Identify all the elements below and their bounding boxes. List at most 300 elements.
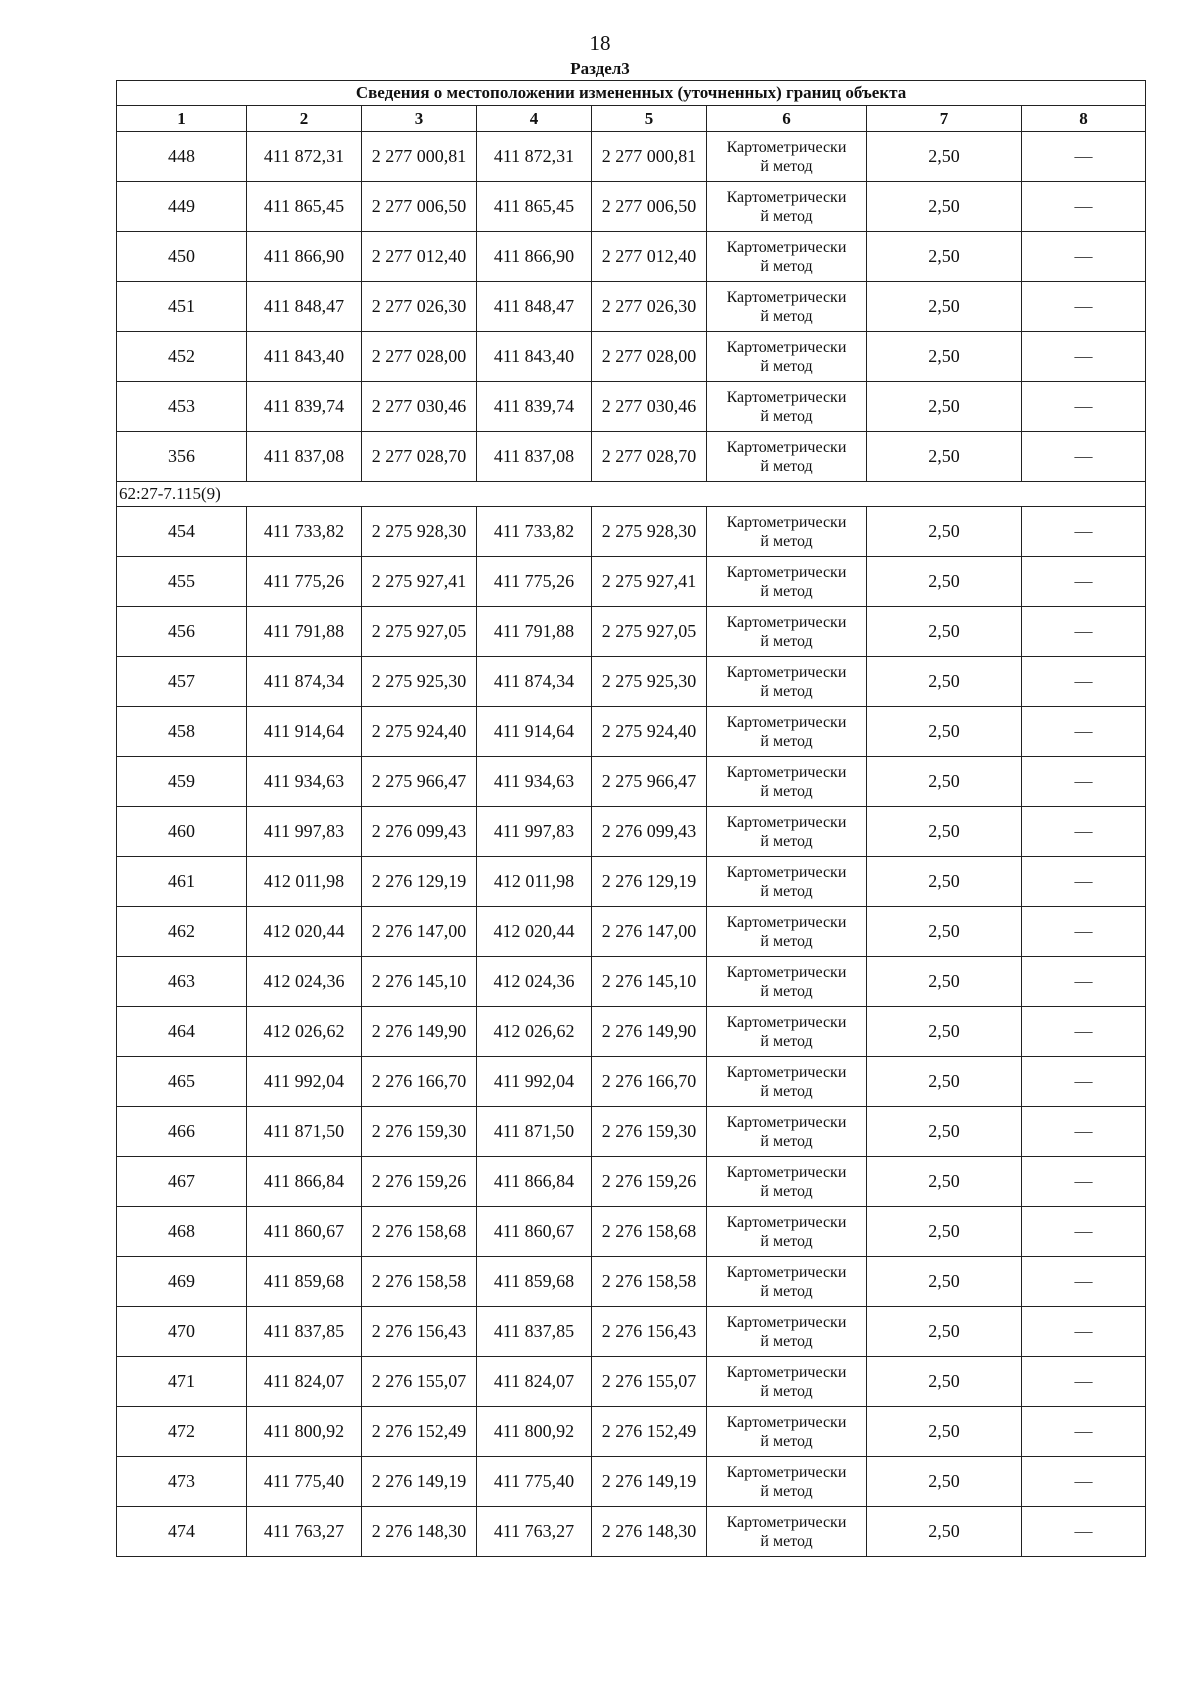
table-row: [117, 907, 1146, 957]
x-coordinate-cell: 411 866,90: [477, 232, 592, 282]
accuracy-cell: 2,50: [867, 282, 1022, 332]
description-cell: —: [1022, 1207, 1146, 1257]
point-number-cell: 451: [117, 282, 247, 332]
accuracy-cell: 2,50: [867, 432, 1022, 482]
x-coordinate-cell: 412 011,98: [477, 857, 592, 907]
x-coordinate-cell: 411 775,26: [477, 557, 592, 607]
table-row: [117, 1357, 1146, 1407]
accuracy-cell: 2,50: [867, 1407, 1022, 1457]
column-number: 8: [1022, 106, 1146, 132]
method-line-2: й метод: [760, 1182, 813, 1200]
description-cell: —: [1022, 1257, 1146, 1307]
table-row: [117, 1207, 1146, 1257]
method-line-1: Картометрически: [726, 1313, 847, 1331]
method-line-1: Картометрически: [726, 1163, 847, 1181]
point-number-cell: 463: [117, 957, 247, 1007]
x-coordinate-cell: 411 775,26: [247, 557, 362, 607]
y-coordinate-cell: 2 275 925,30: [592, 657, 707, 707]
method-line-2: й метод: [760, 932, 813, 950]
method-line-1: Картометрически: [726, 138, 847, 156]
method-cell: [707, 382, 867, 432]
point-number-cell: 454: [117, 507, 247, 557]
description-cell: —: [1022, 1507, 1146, 1557]
y-coordinate-cell: 2 276 159,30: [592, 1107, 707, 1157]
method-line-1: Картометрически: [726, 1213, 847, 1231]
method-line-1: Картометрически: [726, 1463, 847, 1481]
table-row: [117, 707, 1146, 757]
description-cell: —: [1022, 707, 1146, 757]
y-coordinate-cell: 2 276 147,00: [362, 907, 477, 957]
method-line-1: Картометрически: [726, 563, 847, 581]
y-coordinate-cell: 2 277 028,00: [362, 332, 477, 382]
method-cell: [707, 707, 867, 757]
y-coordinate-cell: 2 277 030,46: [592, 382, 707, 432]
point-number-cell: 465: [117, 1057, 247, 1107]
method-cell: [707, 1507, 867, 1557]
method-cell: [707, 807, 867, 857]
method-line-1: Картометрически: [726, 438, 847, 456]
y-coordinate-cell: 2 275 927,41: [362, 557, 477, 607]
method-cell: [707, 907, 867, 957]
x-coordinate-cell: 411 791,88: [247, 607, 362, 657]
y-coordinate-cell: 2 276 145,10: [592, 957, 707, 1007]
x-coordinate-cell: 411 865,45: [477, 182, 592, 232]
method-line-1: Картометрически: [726, 388, 847, 406]
method-line-2: й метод: [760, 1132, 813, 1150]
x-coordinate-cell: 411 843,40: [247, 332, 362, 382]
x-coordinate-cell: 411 800,92: [247, 1407, 362, 1457]
method-line-1: Картометрически: [726, 1513, 847, 1531]
accuracy-cell: 2,50: [867, 707, 1022, 757]
method-line-2: й метод: [760, 1432, 813, 1450]
accuracy-cell: 2,50: [867, 1307, 1022, 1357]
accuracy-cell: 2,50: [867, 957, 1022, 1007]
accuracy-cell: 2,50: [867, 857, 1022, 907]
x-coordinate-cell: 412 026,62: [247, 1007, 362, 1057]
accuracy-cell: 2,50: [867, 182, 1022, 232]
x-coordinate-cell: 411 872,31: [247, 132, 362, 182]
y-coordinate-cell: 2 276 155,07: [592, 1357, 707, 1407]
x-coordinate-cell: 411 848,47: [247, 282, 362, 332]
x-coordinate-cell: 412 026,62: [477, 1007, 592, 1057]
y-coordinate-cell: 2 277 030,46: [362, 382, 477, 432]
point-number-cell: 456: [117, 607, 247, 657]
method-cell: [707, 607, 867, 657]
table-row: [117, 232, 1146, 282]
table-row: [117, 182, 1146, 232]
y-coordinate-cell: 2 275 924,40: [362, 707, 477, 757]
y-coordinate-cell: 2 276 147,00: [592, 907, 707, 957]
description-cell: —: [1022, 907, 1146, 957]
method-line-2: й метод: [760, 832, 813, 850]
method-line-1: Картометрически: [726, 963, 847, 981]
description-cell: —: [1022, 132, 1146, 182]
accuracy-cell: 2,50: [867, 657, 1022, 707]
table-row: [117, 1457, 1146, 1507]
point-number-cell: 460: [117, 807, 247, 857]
column-number-row: [117, 106, 1146, 132]
method-line-1: Картометрически: [726, 663, 847, 681]
x-coordinate-cell: 411 865,45: [247, 182, 362, 232]
point-number-cell: 473: [117, 1457, 247, 1507]
method-line-1: Картометрически: [726, 238, 847, 256]
accuracy-cell: 2,50: [867, 132, 1022, 182]
method-line-2: й метод: [760, 1282, 813, 1300]
y-coordinate-cell: 2 277 028,70: [592, 432, 707, 482]
description-cell: —: [1022, 807, 1146, 857]
x-coordinate-cell: 411 866,84: [477, 1157, 592, 1207]
y-coordinate-cell: 2 276 149,19: [592, 1457, 707, 1507]
method-line-2: й метод: [760, 1032, 813, 1050]
y-coordinate-cell: 2 276 129,19: [362, 857, 477, 907]
point-number-cell: 468: [117, 1207, 247, 1257]
description-cell: —: [1022, 182, 1146, 232]
y-coordinate-cell: 2 276 158,68: [592, 1207, 707, 1257]
description-cell: —: [1022, 1157, 1146, 1207]
accuracy-cell: 2,50: [867, 1057, 1022, 1107]
method-line-1: Картометрически: [726, 863, 847, 881]
description-cell: —: [1022, 232, 1146, 282]
x-coordinate-cell: 411 997,83: [247, 807, 362, 857]
x-coordinate-cell: 411 843,40: [477, 332, 592, 382]
y-coordinate-cell: 2 276 149,90: [362, 1007, 477, 1057]
point-number-cell: 453: [117, 382, 247, 432]
y-coordinate-cell: 2 276 159,26: [592, 1157, 707, 1207]
method-line-1: Картометрически: [726, 288, 847, 306]
x-coordinate-cell: 411 848,47: [477, 282, 592, 332]
table-row: [117, 1157, 1146, 1207]
description-cell: —: [1022, 1007, 1146, 1057]
accuracy-cell: 2,50: [867, 1457, 1022, 1507]
y-coordinate-cell: 2 276 159,30: [362, 1107, 477, 1157]
y-coordinate-cell: 2 276 152,49: [362, 1407, 477, 1457]
method-line-1: Картометрически: [726, 1413, 847, 1431]
table-caption: Сведения о местоположении измененных (уточненных) границ объекта: [117, 81, 1146, 106]
column-number: 5: [592, 106, 707, 132]
point-number-cell: 470: [117, 1307, 247, 1357]
point-number-cell: 449: [117, 182, 247, 232]
y-coordinate-cell: 2 276 156,43: [592, 1307, 707, 1357]
method-line-1: Картометрически: [726, 188, 847, 206]
y-coordinate-cell: 2 277 012,40: [362, 232, 477, 282]
y-coordinate-cell: 2 275 927,05: [362, 607, 477, 657]
x-coordinate-cell: 411 866,84: [247, 1157, 362, 1207]
method-line-2: й метод: [760, 632, 813, 650]
y-coordinate-cell: 2 277 028,70: [362, 432, 477, 482]
description-cell: —: [1022, 607, 1146, 657]
accuracy-cell: 2,50: [867, 1507, 1022, 1557]
table-row: [117, 607, 1146, 657]
method-cell: [707, 1057, 867, 1107]
table-row: [117, 857, 1146, 907]
method-line-1: Картометрически: [726, 813, 847, 831]
point-number-cell: 356: [117, 432, 247, 482]
x-coordinate-cell: 411 837,85: [247, 1307, 362, 1357]
method-cell: [707, 232, 867, 282]
x-coordinate-cell: 411 871,50: [477, 1107, 592, 1157]
y-coordinate-cell: 2 276 099,43: [592, 807, 707, 857]
method-cell: [707, 557, 867, 607]
accuracy-cell: 2,50: [867, 1357, 1022, 1407]
x-coordinate-cell: 412 024,36: [477, 957, 592, 1007]
point-number-cell: 467: [117, 1157, 247, 1207]
column-number: 4: [477, 106, 592, 132]
description-cell: —: [1022, 332, 1146, 382]
column-number: 1: [117, 106, 247, 132]
y-coordinate-cell: 2 277 000,81: [592, 132, 707, 182]
method-cell: [707, 657, 867, 707]
x-coordinate-cell: 412 024,36: [247, 957, 362, 1007]
description-cell: —: [1022, 1407, 1146, 1457]
description-cell: —: [1022, 557, 1146, 607]
x-coordinate-cell: 411 934,63: [247, 757, 362, 807]
accuracy-cell: 2,50: [867, 607, 1022, 657]
y-coordinate-cell: 2 277 006,50: [592, 182, 707, 232]
method-line-2: й метод: [760, 157, 813, 175]
x-coordinate-cell: 411 997,83: [477, 807, 592, 857]
y-coordinate-cell: 2 277 006,50: [362, 182, 477, 232]
method-cell: [707, 957, 867, 1007]
accuracy-cell: 2,50: [867, 232, 1022, 282]
x-coordinate-cell: 411 733,82: [477, 507, 592, 557]
point-number-cell: 461: [117, 857, 247, 907]
y-coordinate-cell: 2 276 159,26: [362, 1157, 477, 1207]
x-coordinate-cell: 411 763,27: [247, 1507, 362, 1557]
x-coordinate-cell: 411 872,31: [477, 132, 592, 182]
table-row: [117, 1257, 1146, 1307]
table-row: [117, 557, 1146, 607]
method-cell: [707, 282, 867, 332]
x-coordinate-cell: 411 914,64: [477, 707, 592, 757]
method-line-1: Картометрически: [726, 1063, 847, 1081]
y-coordinate-cell: 2 277 028,00: [592, 332, 707, 382]
x-coordinate-cell: 411 733,82: [247, 507, 362, 557]
x-coordinate-cell: 411 871,50: [247, 1107, 362, 1157]
accuracy-cell: 2,50: [867, 557, 1022, 607]
method-cell: [707, 1257, 867, 1307]
column-number: 3: [362, 106, 477, 132]
y-coordinate-cell: 2 277 012,40: [592, 232, 707, 282]
point-number-cell: 457: [117, 657, 247, 707]
x-coordinate-cell: 412 020,44: [247, 907, 362, 957]
table-row: [117, 1407, 1146, 1457]
y-coordinate-cell: 2 275 925,30: [362, 657, 477, 707]
section-title: Раздел3: [570, 59, 630, 78]
method-line-2: й метод: [760, 307, 813, 325]
method-line-2: й метод: [760, 982, 813, 1000]
method-line-1: Картометрически: [726, 1013, 847, 1031]
method-cell: [707, 182, 867, 232]
description-cell: —: [1022, 507, 1146, 557]
x-coordinate-cell: 411 992,04: [477, 1057, 592, 1107]
table-row: [117, 132, 1146, 182]
x-coordinate-cell: 411 860,67: [477, 1207, 592, 1257]
y-coordinate-cell: 2 276 129,19: [592, 857, 707, 907]
method-line-2: й метод: [760, 207, 813, 225]
description-cell: —: [1022, 757, 1146, 807]
x-coordinate-cell: 411 860,67: [247, 1207, 362, 1257]
table-row: [117, 1107, 1146, 1157]
point-number-cell: 474: [117, 1507, 247, 1557]
method-line-2: й метод: [760, 782, 813, 800]
method-line-2: й метод: [760, 357, 813, 375]
x-coordinate-cell: 411 837,85: [477, 1307, 592, 1357]
accuracy-cell: 2,50: [867, 332, 1022, 382]
point-number-cell: 464: [117, 1007, 247, 1057]
description-cell: —: [1022, 857, 1146, 907]
method-line-2: й метод: [760, 1332, 813, 1350]
method-line-2: й метод: [760, 582, 813, 600]
y-coordinate-cell: 2 275 966,47: [592, 757, 707, 807]
y-coordinate-cell: 2 276 148,30: [592, 1507, 707, 1557]
method-cell: [707, 1157, 867, 1207]
rows-before-group: [117, 132, 1146, 482]
x-coordinate-cell: 411 866,90: [247, 232, 362, 282]
point-number-cell: 466: [117, 1107, 247, 1157]
point-number-cell: 472: [117, 1407, 247, 1457]
x-coordinate-cell: 411 839,74: [477, 382, 592, 432]
x-coordinate-cell: 411 914,64: [247, 707, 362, 757]
x-coordinate-cell: 411 791,88: [477, 607, 592, 657]
description-cell: —: [1022, 282, 1146, 332]
y-coordinate-cell: 2 275 927,05: [592, 607, 707, 657]
x-coordinate-cell: 411 992,04: [247, 1057, 362, 1107]
x-coordinate-cell: 411 859,68: [477, 1257, 592, 1307]
y-coordinate-cell: 2 277 000,81: [362, 132, 477, 182]
accuracy-cell: 2,50: [867, 1157, 1022, 1207]
x-coordinate-cell: 411 859,68: [247, 1257, 362, 1307]
method-line-2: й метод: [760, 1382, 813, 1400]
table-row: [117, 1507, 1146, 1557]
method-line-2: й метод: [760, 882, 813, 900]
y-coordinate-cell: 2 276 158,58: [362, 1257, 477, 1307]
table-row: [117, 1007, 1146, 1057]
y-coordinate-cell: 2 276 155,07: [362, 1357, 477, 1407]
method-cell: [707, 132, 867, 182]
description-cell: —: [1022, 957, 1146, 1007]
table-row: [117, 382, 1146, 432]
y-coordinate-cell: 2 277 026,30: [362, 282, 477, 332]
accuracy-cell: 2,50: [867, 757, 1022, 807]
y-coordinate-cell: 2 275 928,30: [592, 507, 707, 557]
y-coordinate-cell: 2 275 928,30: [362, 507, 477, 557]
y-coordinate-cell: 2 276 149,19: [362, 1457, 477, 1507]
table-row: [117, 657, 1146, 707]
x-coordinate-cell: 411 934,63: [477, 757, 592, 807]
x-coordinate-cell: 411 874,34: [247, 657, 362, 707]
description-cell: —: [1022, 432, 1146, 482]
method-line-2: й метод: [760, 257, 813, 275]
column-number: 6: [707, 106, 867, 132]
description-cell: —: [1022, 657, 1146, 707]
x-coordinate-cell: 412 011,98: [247, 857, 362, 907]
method-cell: [707, 1207, 867, 1257]
x-coordinate-cell: 411 837,08: [477, 432, 592, 482]
y-coordinate-cell: 2 276 149,90: [592, 1007, 707, 1057]
accuracy-cell: 2,50: [867, 507, 1022, 557]
method-line-2: й метод: [760, 532, 813, 550]
method-cell: [707, 1457, 867, 1507]
point-number-cell: 448: [117, 132, 247, 182]
method-line-2: й метод: [760, 1532, 813, 1550]
description-cell: —: [1022, 382, 1146, 432]
y-coordinate-cell: 2 276 158,58: [592, 1257, 707, 1307]
y-coordinate-cell: 2 276 166,70: [362, 1057, 477, 1107]
point-number-cell: 471: [117, 1357, 247, 1407]
description-cell: —: [1022, 1307, 1146, 1357]
method-line-1: Картометрически: [726, 338, 847, 356]
accuracy-cell: 2,50: [867, 1207, 1022, 1257]
point-number-cell: 455: [117, 557, 247, 607]
description-cell: —: [1022, 1357, 1146, 1407]
point-number-cell: 459: [117, 757, 247, 807]
accuracy-cell: 2,50: [867, 907, 1022, 957]
x-coordinate-cell: 412 020,44: [477, 907, 592, 957]
accuracy-cell: 2,50: [867, 1107, 1022, 1157]
method-cell: [707, 757, 867, 807]
column-number: 2: [247, 106, 362, 132]
method-cell: [707, 332, 867, 382]
point-number-cell: 452: [117, 332, 247, 382]
accuracy-cell: 2,50: [867, 807, 1022, 857]
page-number: 18: [589, 31, 611, 55]
y-coordinate-cell: 2 275 924,40: [592, 707, 707, 757]
method-cell: [707, 1107, 867, 1157]
y-coordinate-cell: 2 276 152,49: [592, 1407, 707, 1457]
accuracy-cell: 2,50: [867, 382, 1022, 432]
y-coordinate-cell: 2 277 026,30: [592, 282, 707, 332]
method-line-1: Картометрически: [726, 763, 847, 781]
method-cell: [707, 1357, 867, 1407]
method-line-1: Картометрически: [726, 1363, 847, 1381]
x-coordinate-cell: 411 775,40: [477, 1457, 592, 1507]
method-cell: [707, 1407, 867, 1457]
rows-after-group: [117, 507, 1146, 1557]
method-line-2: й метод: [760, 682, 813, 700]
method-cell: [707, 1007, 867, 1057]
x-coordinate-cell: 411 874,34: [477, 657, 592, 707]
y-coordinate-cell: 2 276 148,30: [362, 1507, 477, 1557]
y-coordinate-cell: 2 276 145,10: [362, 957, 477, 1007]
column-number: 7: [867, 106, 1022, 132]
x-coordinate-cell: 411 763,27: [477, 1507, 592, 1557]
point-number-cell: 469: [117, 1257, 247, 1307]
y-coordinate-cell: 2 276 156,43: [362, 1307, 477, 1357]
method-line-1: Картометрически: [726, 713, 847, 731]
method-line-2: й метод: [760, 457, 813, 475]
description-cell: —: [1022, 1057, 1146, 1107]
method-line-2: й метод: [760, 732, 813, 750]
method-line-2: й метод: [760, 407, 813, 425]
y-coordinate-cell: 2 276 099,43: [362, 807, 477, 857]
point-number-cell: 462: [117, 907, 247, 957]
method-line-2: й метод: [760, 1232, 813, 1250]
method-cell: [707, 1307, 867, 1357]
method-line-2: й метод: [760, 1482, 813, 1500]
group-separator: [117, 482, 1146, 507]
y-coordinate-cell: 2 276 166,70: [592, 1057, 707, 1107]
x-coordinate-cell: 411 824,07: [477, 1357, 592, 1407]
x-coordinate-cell: 411 775,40: [247, 1457, 362, 1507]
x-coordinate-cell: 411 837,08: [247, 432, 362, 482]
method-cell: [707, 857, 867, 907]
method-line-1: Картометрически: [726, 1263, 847, 1281]
point-number-cell: 450: [117, 232, 247, 282]
method-cell: [707, 432, 867, 482]
accuracy-cell: 2,50: [867, 1257, 1022, 1307]
method-line-1: Картометрически: [726, 513, 847, 531]
y-coordinate-cell: 2 276 158,68: [362, 1207, 477, 1257]
